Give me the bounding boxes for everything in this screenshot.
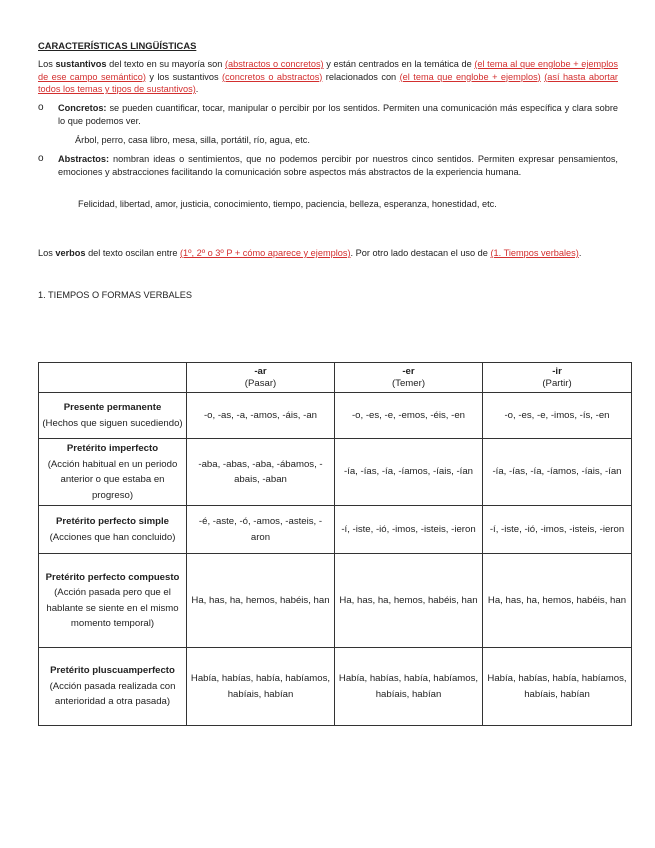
table-cell: Ha, has, ha, hemos, habéis, han bbox=[335, 554, 483, 648]
placeholder-highlight: (el tema al que englobe + ejemplos de ese campo semántico) bbox=[38, 59, 618, 82]
intro-text: y los sustantivos bbox=[145, 71, 222, 82]
tense-description: (Acción pasada pero que el hablante se siente en el mismo momento temporal) bbox=[46, 587, 179, 629]
bullet-text: nombran ideas o sentimientos, que no podemos percibir por nuestros cinco sentidos. Permiten expresar pensamientos, emociones y abstracciones facilitando la comunicación sobre aspectos más abstractos de la experiencia humana. bbox=[58, 154, 618, 177]
table-row bbox=[39, 439, 632, 506]
placeholder-highlight: (concretos o abstractos) bbox=[222, 71, 323, 82]
verbs-text: Los bbox=[38, 248, 56, 258]
table-cell: -í, -iste, -ió, -imos, -isteis, -ieron bbox=[335, 506, 483, 554]
verbs-text: del texto oscilan entre bbox=[85, 248, 180, 258]
intro-paragraph bbox=[38, 58, 618, 96]
tense-description: (Acción habitual en un periodo anterior o que estaba en progreso) bbox=[47, 458, 178, 501]
table-cell: -ía, -ías, -ía, -íamos, -íais, -ían bbox=[335, 439, 483, 506]
table-cell: -ía, -ías, -ía, -íamos, -íais, -ían bbox=[483, 439, 632, 506]
bullet-term: Concretos: bbox=[58, 103, 107, 113]
intro-text: relacionados con bbox=[322, 71, 400, 82]
bullet-abstractos bbox=[38, 153, 618, 178]
tense-name-cell bbox=[39, 648, 187, 726]
table-cell: -í, -iste, -ió, -imos, -isteis, -ieron bbox=[483, 506, 632, 554]
table-corner-cell bbox=[39, 363, 187, 393]
table-cell: -é, -aste, -ó, -amos, -asteis, -aron bbox=[187, 506, 335, 554]
verbs-bold-term: verbos bbox=[55, 248, 86, 258]
table-cell: -aba, -abas, -aba, -ábamos, -abais, -aban bbox=[187, 439, 335, 506]
table-cell: -o, -es, -e, -emos, -éis, -en bbox=[335, 393, 483, 439]
header-ending: -ar bbox=[254, 365, 267, 377]
bullet-marker: o bbox=[38, 102, 44, 113]
tense-name: Pretérito perfecto compuesto bbox=[45, 571, 180, 583]
intro-text: y están centrados en la temática de bbox=[323, 59, 475, 69]
table-cell: Ha, has, ha, hemos, habéis, han bbox=[483, 554, 632, 648]
header-example-verb: (Partir) bbox=[542, 377, 572, 389]
tense-name-cell bbox=[39, 506, 187, 554]
bullet-text: se pueden cuantificar, tocar, manipular o percibir por los sentidos. Permiten una comunicación más específica y clara sobre lo que podemos ver. bbox=[58, 103, 618, 126]
intro-bold-term: sustantivos bbox=[55, 59, 107, 69]
section-heading: 1. TIEMPOS O FORMAS VERBALES bbox=[38, 290, 193, 300]
placeholder-highlight: (así hasta abortar todos los temas y tipos de sustantivos) bbox=[38, 71, 618, 95]
table-cell: -o, -es, -e, -imos, -ís, -en bbox=[483, 393, 632, 439]
table-header-cell bbox=[335, 363, 483, 393]
bullet-term: Abstractos: bbox=[58, 154, 110, 164]
table-header-cell bbox=[483, 363, 632, 393]
table-cell: -o, -as, -a, -amos, -áis, -an bbox=[187, 393, 335, 439]
header-example-verb: (Temer) bbox=[391, 377, 426, 389]
tense-name-cell bbox=[39, 393, 187, 439]
placeholder-highlight: (1º, 2º o 3º P + cómo aparece y ejemplos) bbox=[180, 248, 351, 258]
intro-text: . bbox=[195, 84, 199, 95]
tense-name: Pretérito imperfecto bbox=[66, 443, 159, 454]
table-row bbox=[39, 506, 632, 554]
header-example-verb: (Pasar) bbox=[244, 377, 277, 389]
tense-description: (Acción pasada realizada con anterioridad a otra pasada) bbox=[49, 680, 176, 708]
table-row bbox=[39, 648, 632, 726]
table-row bbox=[39, 554, 632, 648]
verbs-paragraph bbox=[38, 247, 618, 260]
bullet-marker: o bbox=[38, 153, 44, 164]
header-ending: -er bbox=[402, 365, 415, 377]
placeholder-highlight: (el tema que englobe + ejemplos) bbox=[399, 71, 541, 82]
placeholder-highlight: (abstractos o concretos) bbox=[224, 59, 324, 69]
header-ending: -ir bbox=[552, 365, 562, 377]
table-cell: Había, habías, había, habíamos, habíais, habían bbox=[335, 648, 483, 726]
examples-abstractos: Felicidad, libertad, amor, justicia, conocimiento, tiempo, paciencia, belleza, esperanza, honestidad, etc. bbox=[78, 199, 497, 209]
tense-name: Pretérito perfecto simple bbox=[55, 516, 170, 527]
tense-description: (Acciones que han concluido) bbox=[49, 531, 176, 543]
table-row bbox=[39, 393, 632, 439]
table-cell: Había, habías, había, habíamos, habíais, habían bbox=[483, 648, 632, 726]
tense-name-cell bbox=[39, 439, 187, 506]
bullet-concretos bbox=[38, 102, 618, 127]
table-header-cell bbox=[187, 363, 335, 393]
verbs-text: . Por otro lado destacan el uso de bbox=[350, 248, 491, 258]
table-header-row bbox=[39, 363, 632, 393]
examples-concretos: Árbol, perro, casa libro, mesa, silla, portátil, río, agua, etc. bbox=[75, 135, 310, 145]
intro-text: Los bbox=[38, 59, 56, 69]
verbs-text: . bbox=[578, 248, 582, 258]
page-title: CARACTERÍSTICAS LINGÜÍSTICAS bbox=[38, 40, 197, 51]
verb-tenses-table bbox=[38, 362, 632, 726]
tense-name: Presente permanente bbox=[63, 402, 162, 413]
table-cell: Ha, has, ha, hemos, habéis, han bbox=[187, 554, 335, 648]
table-cell: Había, habías, había, habíamos, habíais, habían bbox=[187, 648, 335, 726]
placeholder-highlight: (1. Tiempos verbales) bbox=[490, 248, 579, 258]
tense-name: Pretérito pluscuamperfecto bbox=[50, 665, 175, 677]
intro-text: del texto en su mayoría son bbox=[106, 59, 225, 69]
tense-name-cell bbox=[39, 554, 187, 648]
tense-description: (Hechos que siguen sucediendo) bbox=[42, 417, 183, 429]
